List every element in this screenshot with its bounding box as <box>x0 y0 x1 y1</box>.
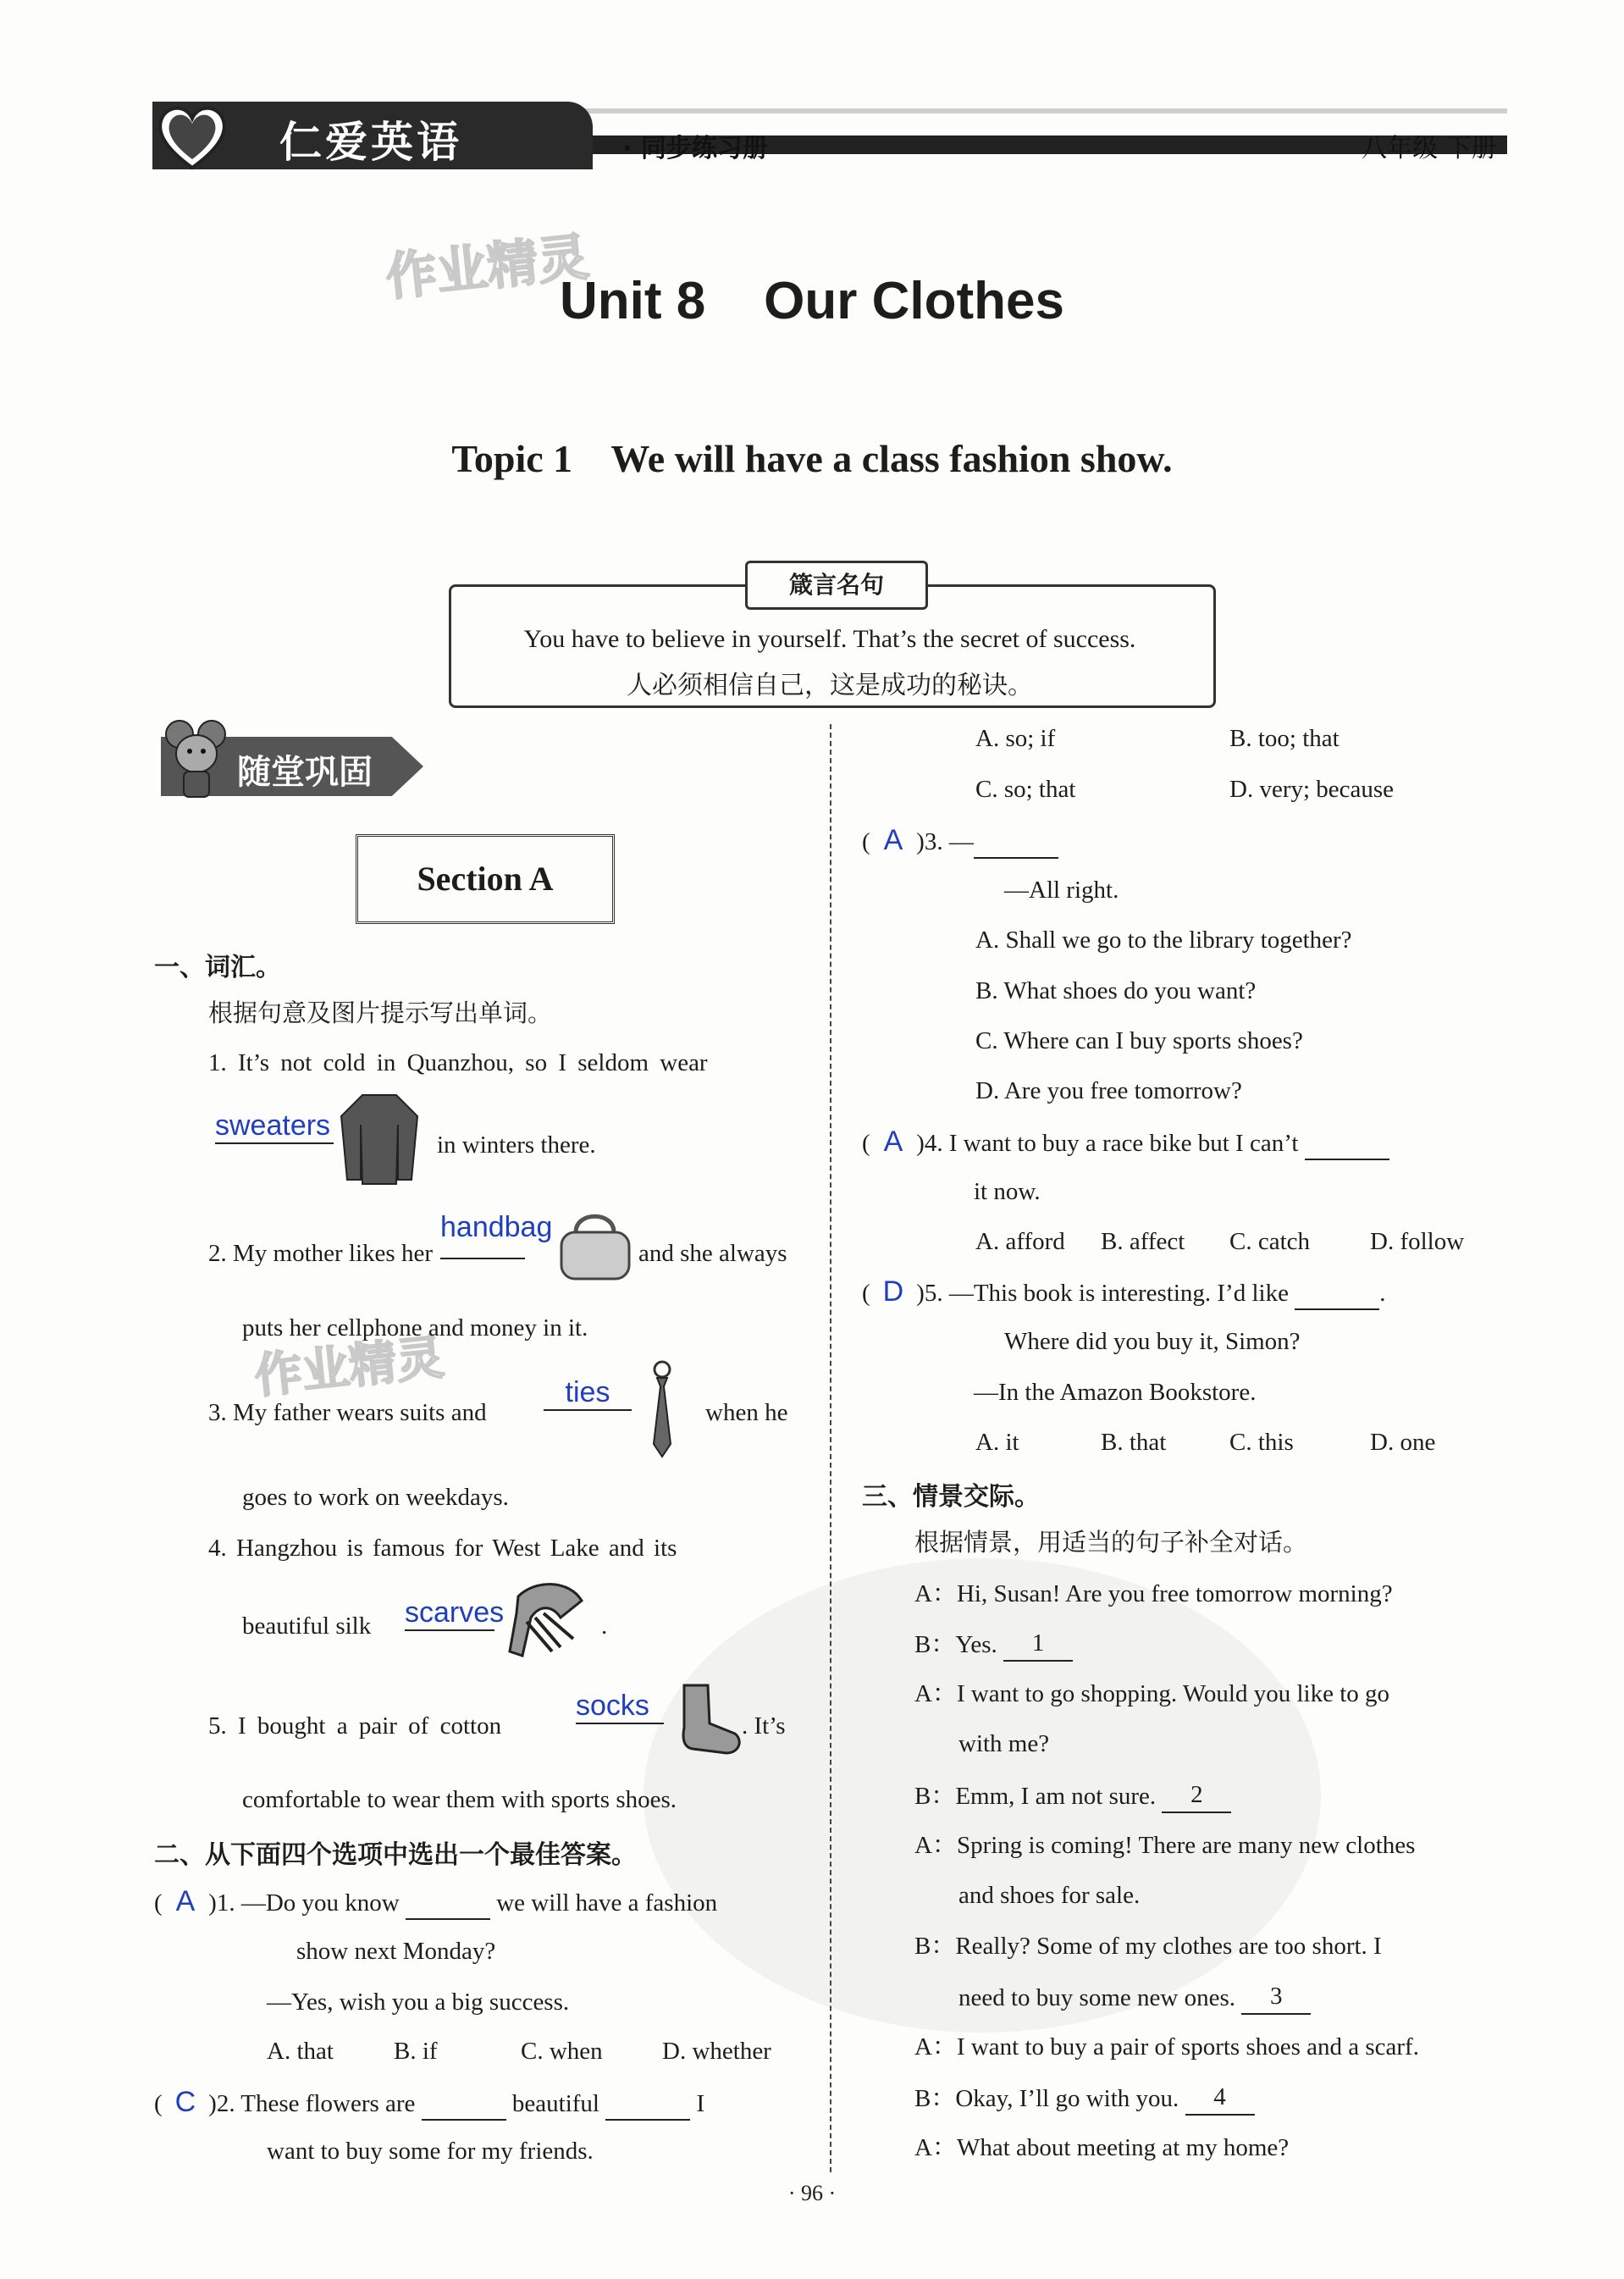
vocab-q2-text-line2: puts her cellphone and money in it. <box>242 1314 588 1341</box>
brand-title: 仁爱英语 <box>279 118 462 167</box>
mc-q4-option-c: C. catch <box>1229 1228 1311 1255</box>
quote-tag: 箴言名句 <box>745 561 928 610</box>
mc-q2: ( C )2. These flowers are beautiful I <box>154 2085 704 2121</box>
mc-q5-option-b: B. that <box>1101 1429 1167 1456</box>
dialog-line-6: B：Really? Some of my clothes are too short. I <box>914 1933 1382 1960</box>
mc-q3-option-c: C. Where can I buy sports shoes? <box>975 1027 1303 1054</box>
vocab-q1-answer: sweaters <box>215 1109 334 1144</box>
part3-heading: 三、情景交际。 <box>862 1482 1040 1512</box>
column-divider <box>830 724 831 2172</box>
mc-q1-stem: )1. —Do you know <box>208 1889 400 1917</box>
handbag-icon <box>555 1207 635 1283</box>
quote-chinese: 人必须相信自己，这是成功的秘诀。 <box>627 671 1033 700</box>
mc-q2-stem-end: I <box>696 2090 705 2117</box>
mc-q4-option-b: B. affect <box>1101 1228 1185 1255</box>
mc-q1-option-b: B. if <box>394 2038 438 2065</box>
mc-q2-stem-mid: beautiful <box>511 2090 599 2117</box>
dialog-line-1: A：Hi, Susan! Are you free tomorrow morning? <box>914 1580 1393 1607</box>
mouse-mascot-icon <box>163 716 230 800</box>
vocab-q3-text-end: when he <box>705 1399 788 1426</box>
dialog-line-4: B：Emm, I am not sure. 2 <box>914 1778 1231 1813</box>
mc-q4-line2: it now. <box>974 1178 1041 1205</box>
mc-q2-line2: want to buy some for my friends. <box>267 2138 594 2165</box>
vocab-q5-text-end: . It’s <box>742 1712 786 1740</box>
page-number: · 96 · <box>787 2181 837 2205</box>
dialog-line-5-cont: and shoes for sale. <box>958 1882 1141 1909</box>
vocab-q4-blank <box>405 1596 505 1631</box>
vocab-q5-text-line2: comfortable to wear them with sports shoes. <box>242 1786 677 1813</box>
vocab-q1-text: 1. It’s not cold in Quanzhou, so I seldom wear <box>208 1049 708 1076</box>
vocab-q3-text-line2: goes to work on weekdays. <box>242 1484 509 1511</box>
vocab-q2-text-end: and she always <box>638 1240 787 1267</box>
mc-q2-stem: )2. These flowers are <box>208 2090 416 2117</box>
tie-icon <box>645 1359 679 1459</box>
mc-q5-option-d: D. one <box>1370 1429 1436 1456</box>
mc-q2-option-c: C. so; that <box>975 776 1076 803</box>
mc-q5-stem: )5. —This book is interesting. I’d like <box>916 1280 1289 1307</box>
mc-q5-line3: —In the Amazon Bookstore. <box>974 1379 1257 1406</box>
part1-instruction: 根据句意及图片提示写出单词。 <box>208 998 553 1027</box>
vocab-q5-text: 5. I bought a pair of cotton <box>208 1712 502 1740</box>
sweater-icon <box>337 1091 422 1188</box>
mc-q4: ( A )4. I want to buy a race bike but I can’t <box>862 1125 1389 1160</box>
book-subtitle: · 同步练习册 <box>622 134 768 163</box>
mc-q5-stem-end: . <box>1379 1280 1386 1307</box>
dialog-line-3: A：I want to go shopping. Would you like to go <box>914 1680 1390 1707</box>
vocab-q3-answer: ties <box>544 1376 632 1411</box>
grade-label: 八年级 下册 <box>1362 134 1497 163</box>
vocab-q2-text: 2. My mother likes her <box>208 1240 433 1267</box>
dialog-line-9: A：What about meeting at my home? <box>914 2134 1290 2161</box>
mc-q3-option-a: A. Shall we go to the library together? <box>975 927 1352 954</box>
watermark-top: 作业精灵 <box>383 227 592 308</box>
vocab-q1-text-end: in winters there. <box>437 1131 596 1159</box>
scarf-icon <box>501 1579 594 1664</box>
mc-q2-option-a: A. so; if <box>975 725 1056 752</box>
dialog-line-5: A：Spring is coming! There are many new clothes <box>914 1832 1416 1859</box>
part2-heading: 二、从下面四个选项中选出一个最佳答案。 <box>154 1840 637 1870</box>
dialog-line-2: B：Yes. 1 <box>914 1626 1073 1662</box>
topic-title: Topic 1 We will have a class fashion show. <box>451 437 1173 480</box>
mc-q1: ( A )1. —Do you know we will have a fashion <box>154 1884 717 1920</box>
mc-q1-line2: show next Monday? <box>296 1938 496 1965</box>
sock-icon <box>667 1681 743 1757</box>
vocab-q2-answer: handbag <box>440 1211 553 1243</box>
mc-q5-answer: D <box>882 1275 904 1308</box>
part1-heading: 一、词汇。 <box>154 953 281 982</box>
mc-q1-answer: A <box>175 1885 196 1917</box>
vocab-q4-answer: scarves <box>405 1596 494 1631</box>
mc-q2-answer: C <box>174 2086 196 2118</box>
dialog-line-8: B：Okay, I’ll go with you. 4 <box>914 2080 1255 2116</box>
mc-q3-stem: )3. — <box>916 828 974 855</box>
watermark-middle: 作业精灵 <box>251 1330 447 1405</box>
quote-english: You have to believe in yourself. That’s the secret of success. <box>523 625 1136 653</box>
vocab-q3-blank <box>544 1376 632 1411</box>
mc-q1-stem-end: we will have a fashion <box>496 1889 718 1917</box>
mc-q3: ( A )3. — <box>862 823 1058 859</box>
vocab-q4-text-line2: beautiful silk <box>242 1612 372 1640</box>
mc-q3-line2: —All right. <box>1004 877 1119 904</box>
vocab-q5-blank <box>576 1690 664 1724</box>
vocab-q2-blank <box>440 1211 552 1259</box>
mc-q5: ( D )5. —This book is interesting. I’d like . <box>862 1275 1385 1310</box>
vocab-q5-answer: socks <box>576 1690 664 1724</box>
part3-instruction: 根据情景，用适当的句子补全对话。 <box>914 1528 1308 1557</box>
mc-q1-line3: —Yes, wish you a big success. <box>267 1989 570 2016</box>
vocab-q1-blank <box>215 1109 334 1144</box>
mc-q5-option-a: A. it <box>975 1429 1019 1456</box>
vocab-q4-text: 4. Hangzhou is famous for West Lake and its <box>208 1535 677 1562</box>
mc-q2-option-d: D. very; because <box>1229 776 1395 803</box>
mc-q3-option-d: D. Are you free tomorrow? <box>975 1077 1242 1104</box>
mc-q4-option-d: D. follow <box>1370 1228 1465 1255</box>
mc-q5-line2: Where did you buy it, Simon? <box>1004 1328 1301 1355</box>
mc-q1-option-a: A. that <box>267 2038 334 2065</box>
vocab-q4-end: . <box>601 1612 608 1640</box>
mc-q4-stem: )4. I want to buy a race bike but I can’t <box>916 1130 1299 1157</box>
unit-title: Unit 8 Our Clothes <box>560 272 1064 330</box>
dialog-line-3-cont: with me? <box>958 1730 1050 1757</box>
dialog-line-6-cont: need to buy some new ones. 3 <box>958 1979 1311 2015</box>
heart-logo-icon <box>154 100 230 173</box>
mc-q3-option-b: B. What shoes do you want? <box>975 977 1257 1004</box>
mc-q1-option-d: D. whether <box>662 2038 771 2065</box>
vocab-q3-text: 3. My father wears suits and <box>208 1399 487 1426</box>
practice-banner-label: 随堂巩固 <box>237 753 373 792</box>
mc-q4-option-a: A. afford <box>975 1228 1065 1255</box>
mc-q2-option-b: B. too; that <box>1229 725 1340 752</box>
dialog-line-7: A：I want to buy a pair of sports shoes and a scarf. <box>914 2033 1419 2061</box>
mc-q3-answer: A <box>883 824 903 856</box>
mc-q5-option-c: C. this <box>1229 1429 1294 1456</box>
header-rule-light <box>474 108 1507 113</box>
section-title: Section A <box>356 834 615 924</box>
mc-q1-option-c: C. when <box>521 2038 603 2065</box>
mc-q4-answer: A <box>883 1126 903 1158</box>
